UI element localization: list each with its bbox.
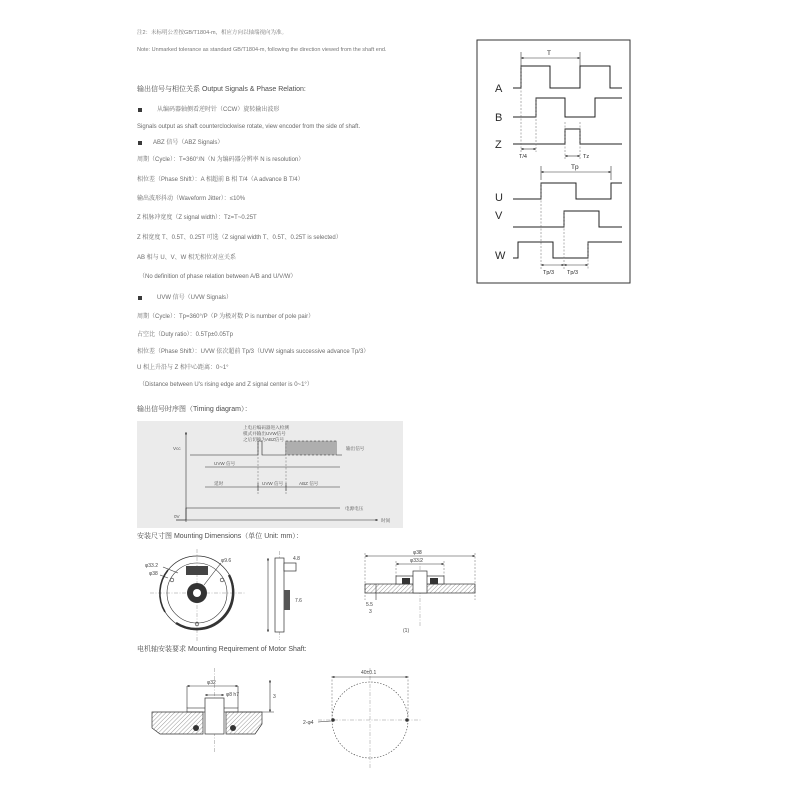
tz-label: Tz [583,154,590,160]
waveform-v [513,211,622,227]
motor-flange-right [226,712,262,734]
tp3-label-1: Tp/3 [543,270,555,276]
section-dim-label: φ33.2 [410,558,423,564]
direction-text-en: Signals output as shaft counterclockwise rotate, view encoder from the side of shaft. [137,124,361,130]
mounting-hole [220,578,224,582]
tp3-label-2: Tp/3 [567,270,579,276]
encoder-bore [193,589,201,597]
shaft-dim-label: 3 [273,694,276,700]
mounting-hole [405,718,409,722]
motor-shaft [205,698,224,734]
shaft-dim-label: φ8 h7 [226,692,239,698]
side-connector [284,563,296,571]
waveform-w [513,242,622,258]
side-dim-label: 7.6 [295,598,302,604]
abz-line-jitter: 输出波形抖动（Waveform Jitter）：≤10% [137,196,246,202]
phase-relation-diagram [477,40,630,283]
uvw-line-u-z-en: （Distance between U's rising edge and Z signal center is 0~1°） [139,382,313,388]
uvw-signal-label: UVW 信号 [214,461,236,466]
timing-annotation: 模式并输出UVW信号 [243,431,286,436]
shaft-dim-label: φ32 [207,680,216,686]
hole-dim-label: 2-φ4 [303,720,314,726]
section-dim-label: 3 [369,609,372,615]
power-voltage-label: 电源电压 [345,506,364,511]
signal-w-label: W [495,250,506,262]
section-hub [413,571,427,593]
leader-line [318,721,331,722]
vcc-label: Vcc [173,446,181,451]
abz-heading: ABZ 信号（ABZ Signals） [153,140,224,146]
note-english: Note: Unmarked tolerance as standard GB/T1804-m, following the direction viewed from the shaft end. [137,47,387,53]
uvw-line-u-z: U 相上升沿与 Z 相中心距离：0~1° [137,365,229,371]
mounting-hole [170,578,174,582]
connector-block [186,566,208,575]
mounting-side-view [268,551,302,640]
side-body [275,558,284,632]
front-dim-label: φ33.2 [145,563,158,569]
mounting-section-view [365,550,475,634]
section-dim-label: φ38 [413,550,422,556]
motor-shaft-section [152,668,276,752]
signal-a-label: A [495,83,503,95]
timing-diagram [137,421,403,528]
timing-annotation: 上电后编码器进入检测 [243,425,289,430]
tp-label: Tp [571,164,579,171]
abz-line-phase: 相位差（Phase Shift）：A 相超前 B 相 T/4（A advance B T/4） [137,177,304,183]
timing-annotation: 之后切换为ABZ信号 [243,437,285,442]
direction-text-zh: 从编码器轴侧看逆时针（CCW）旋转输出波形 [157,107,280,113]
uvw-signal-label-2: UVW 信号 [262,481,284,486]
side-hub [284,590,290,610]
time-axis-label: 时间 [381,518,391,523]
t4-label: T/4 [519,154,527,160]
leader-line [163,567,178,573]
hole-dim-label: 40±0.1 [361,670,377,676]
motor-shaft-heading: 电机轴安装要求 Mounting Requirement of Motor Shaft: [137,646,307,653]
abz-signal-label: ABZ 信号 [299,481,319,486]
abz-line-cycle: 周期（Cycle）：T=360°/N（N 为编码器分辨率 N is resolution） [137,157,305,163]
front-dim-label: φ9.6 [221,558,232,564]
signal-b-label: B [495,112,503,124]
mounting-hole [331,718,335,722]
waveform-a [513,66,622,88]
mounting-dimensions-heading: 安装尺寸图 Mounting Dimensions（单位 Unit: mm）： [137,533,303,540]
section-view-marker: (1) [403,628,410,634]
uvw-line-cycle: 周期（Cycle）：Tp=360°/P（P 为极对数 P is number of pole pair） [137,314,315,320]
abz-line-z-width: Z 相脉冲宽度（Z signal width）：Tz=T~0.25T [137,215,257,221]
bearing [230,725,236,731]
t-label: T [547,50,551,57]
motor-mounting-holes [303,668,422,768]
mounting-front-view [145,549,245,641]
output-signals-heading: 输出信号与相位关系 Output Signals & Phase Relation: [137,86,306,93]
signal-z-label: Z [495,139,502,151]
signal-u-label: U [495,192,503,204]
section-component [430,578,438,584]
side-dim-label: 4.8 [293,556,300,562]
output-signal-label: 输出信号 [346,446,365,451]
abz-line-uvw-relation-en: （No definition of phase relation between A/B and U/V/W） [139,274,297,280]
zero-label: 0V [174,514,180,519]
uvw-line-phase: 相位差（Phase Shift）：UVW 依次超前 Tp/3（UVW signals successive advance Tp/3） [137,349,370,355]
signal-v-label: V [495,210,503,222]
waveform-b [513,98,622,117]
timing-diagram-heading: 输出信号时序图（Timing diagram）： [137,406,252,413]
front-dim-label: φ38 [149,571,158,577]
bearing [193,725,199,731]
waveform-z [513,129,622,144]
abz-line-z-select: Z 相宽度 T、0.5T、0.25T 可选（Z signal width T、0.5T、0.25T is selected） [137,235,342,241]
section-component [402,578,410,584]
encoder-ring-segment [176,575,233,629]
abz-line-uvw-relation: AB 相与 U、V、W 相无相位对应关系 [137,255,237,261]
uvw-line-duty: 占空比（Duty ratio）：0.5Tp±0.05Tp [137,332,233,338]
section-dim-label: 5.5 [366,602,373,608]
note-chinese: 注2：未标明公差按GB/T1804-m，相应方向以轴端视向为准。 [137,30,288,36]
delay-label: 延时 [214,481,224,486]
uvw-heading: UVW 信号（UVW Signals） [157,295,233,301]
waveform-u [513,183,622,199]
